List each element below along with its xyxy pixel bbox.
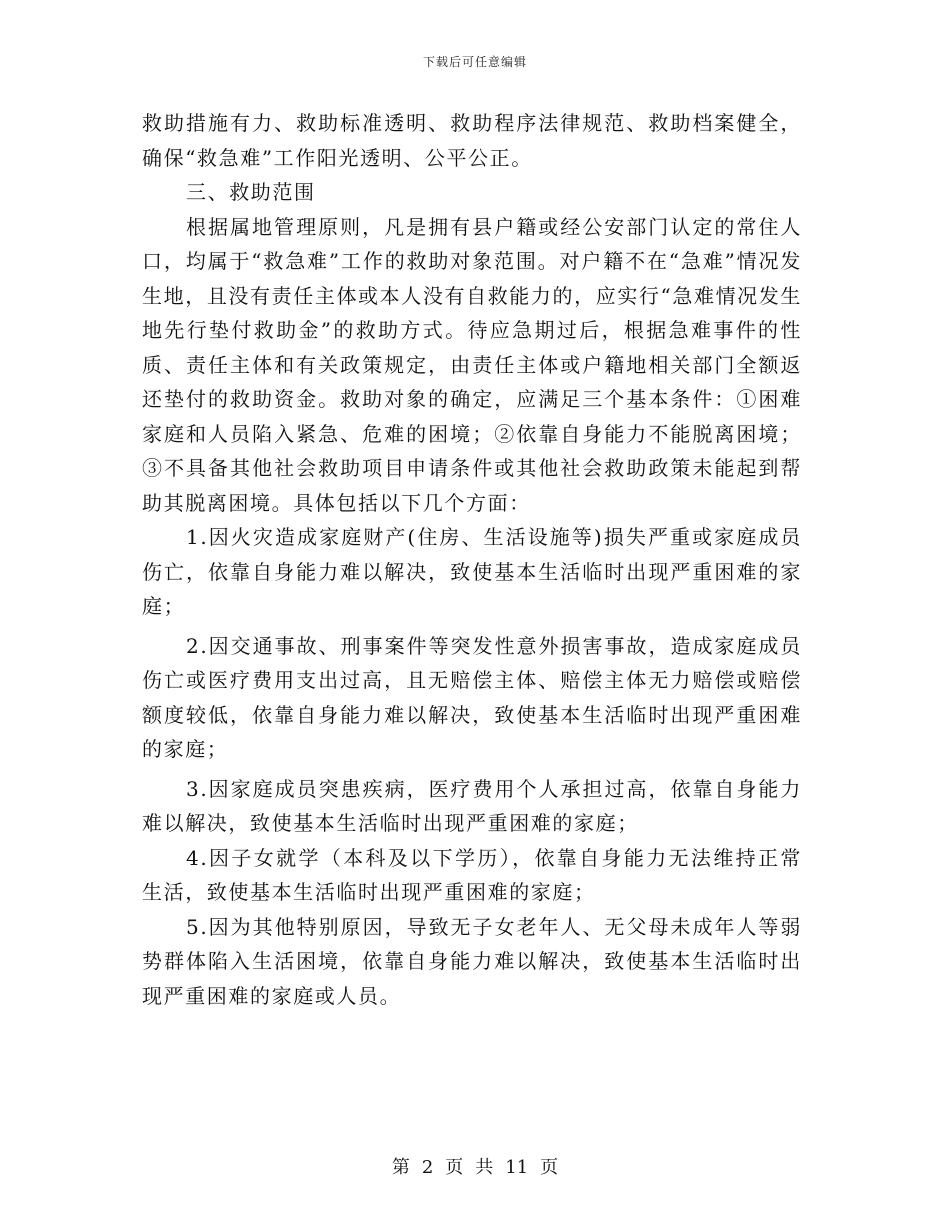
list-item-5: 5.因为其他特别原因，导致无子女老年人、无父母未成年人等弱势群体陷入生活困境，依靠自身能力难以解决，致使基本生活临时出现严重困难的家庭或人员。	[142, 914, 802, 1008]
document-body	[142, 106, 802, 1013]
paragraph-continuation: 救助措施有力、救助标准透明、救助程序法律规范、救助档案健全，确保“救急难”工作阳光透明、公平公正。	[142, 111, 802, 170]
section-heading: 三、救助范围	[186, 180, 316, 204]
list-item-2: 2.因交通事故、刑事案件等突发性意外损害事故，造成家庭成员伤亡或医疗费用支出过高，且无赔偿主体、赔偿主体无力赔偿或赔偿额度较低，依靠自身能力难以解决，致使基本生活临时出现严重困难的家庭；	[142, 633, 802, 761]
header-note: 下载后可任意编辑	[422, 55, 527, 69]
page-current: 2	[421, 1157, 434, 1178]
page-label-mid: 页	[445, 1157, 464, 1178]
page-label-prefix: 第	[391, 1157, 410, 1178]
page-total: 11	[505, 1157, 529, 1178]
page-total-prefix: 共	[475, 1157, 494, 1178]
list-item-3: 3.因家庭成员突患疾病，医疗费用个人承担过高，依靠自身能力难以解决，致使基本生活临时出现严重困难的家庭；	[142, 776, 802, 835]
paragraph-scope: 根据属地管理原则，凡是拥有县户籍或经公安部门认定的常住人口，均属于“救急难”工作的救助对象范围。对户籍不在“急难”情况发生地，且没有责任主体或本人没有自救能力的，应实行“急难情况发生地先行垫付救助金”的救助方式。待应急期过后，根据急难事件的性质、责任主体和有关政策规定，由责任主体或户籍地相关部门全额返还垫付的救助资金。救助对象的确定，应满足三个基本条件：①困难家庭和人员陷入紧急、危难的困境；②依靠自身能力不能脱离困境；③不具备其他社会救助项目申请条件或其他社会救助政策未能起到帮助其脱离困境。具体包括以下几个方面：	[142, 214, 802, 515]
page-label-suffix: 页	[540, 1157, 559, 1178]
list-item-1: 1.因火灾造成家庭财产(住房、生活设施等)损失严重或家庭成员伤亡，依靠自身能力难以解决，致使基本生活临时出现严重困难的家庭；	[142, 525, 802, 618]
page-footer	[0, 1153, 950, 1179]
list-item-4: 4.因子女就学（本科及以下学历），依靠自身能力无法维持正常生活，致使基本生活临时出现严重困难的家庭；	[142, 845, 802, 904]
